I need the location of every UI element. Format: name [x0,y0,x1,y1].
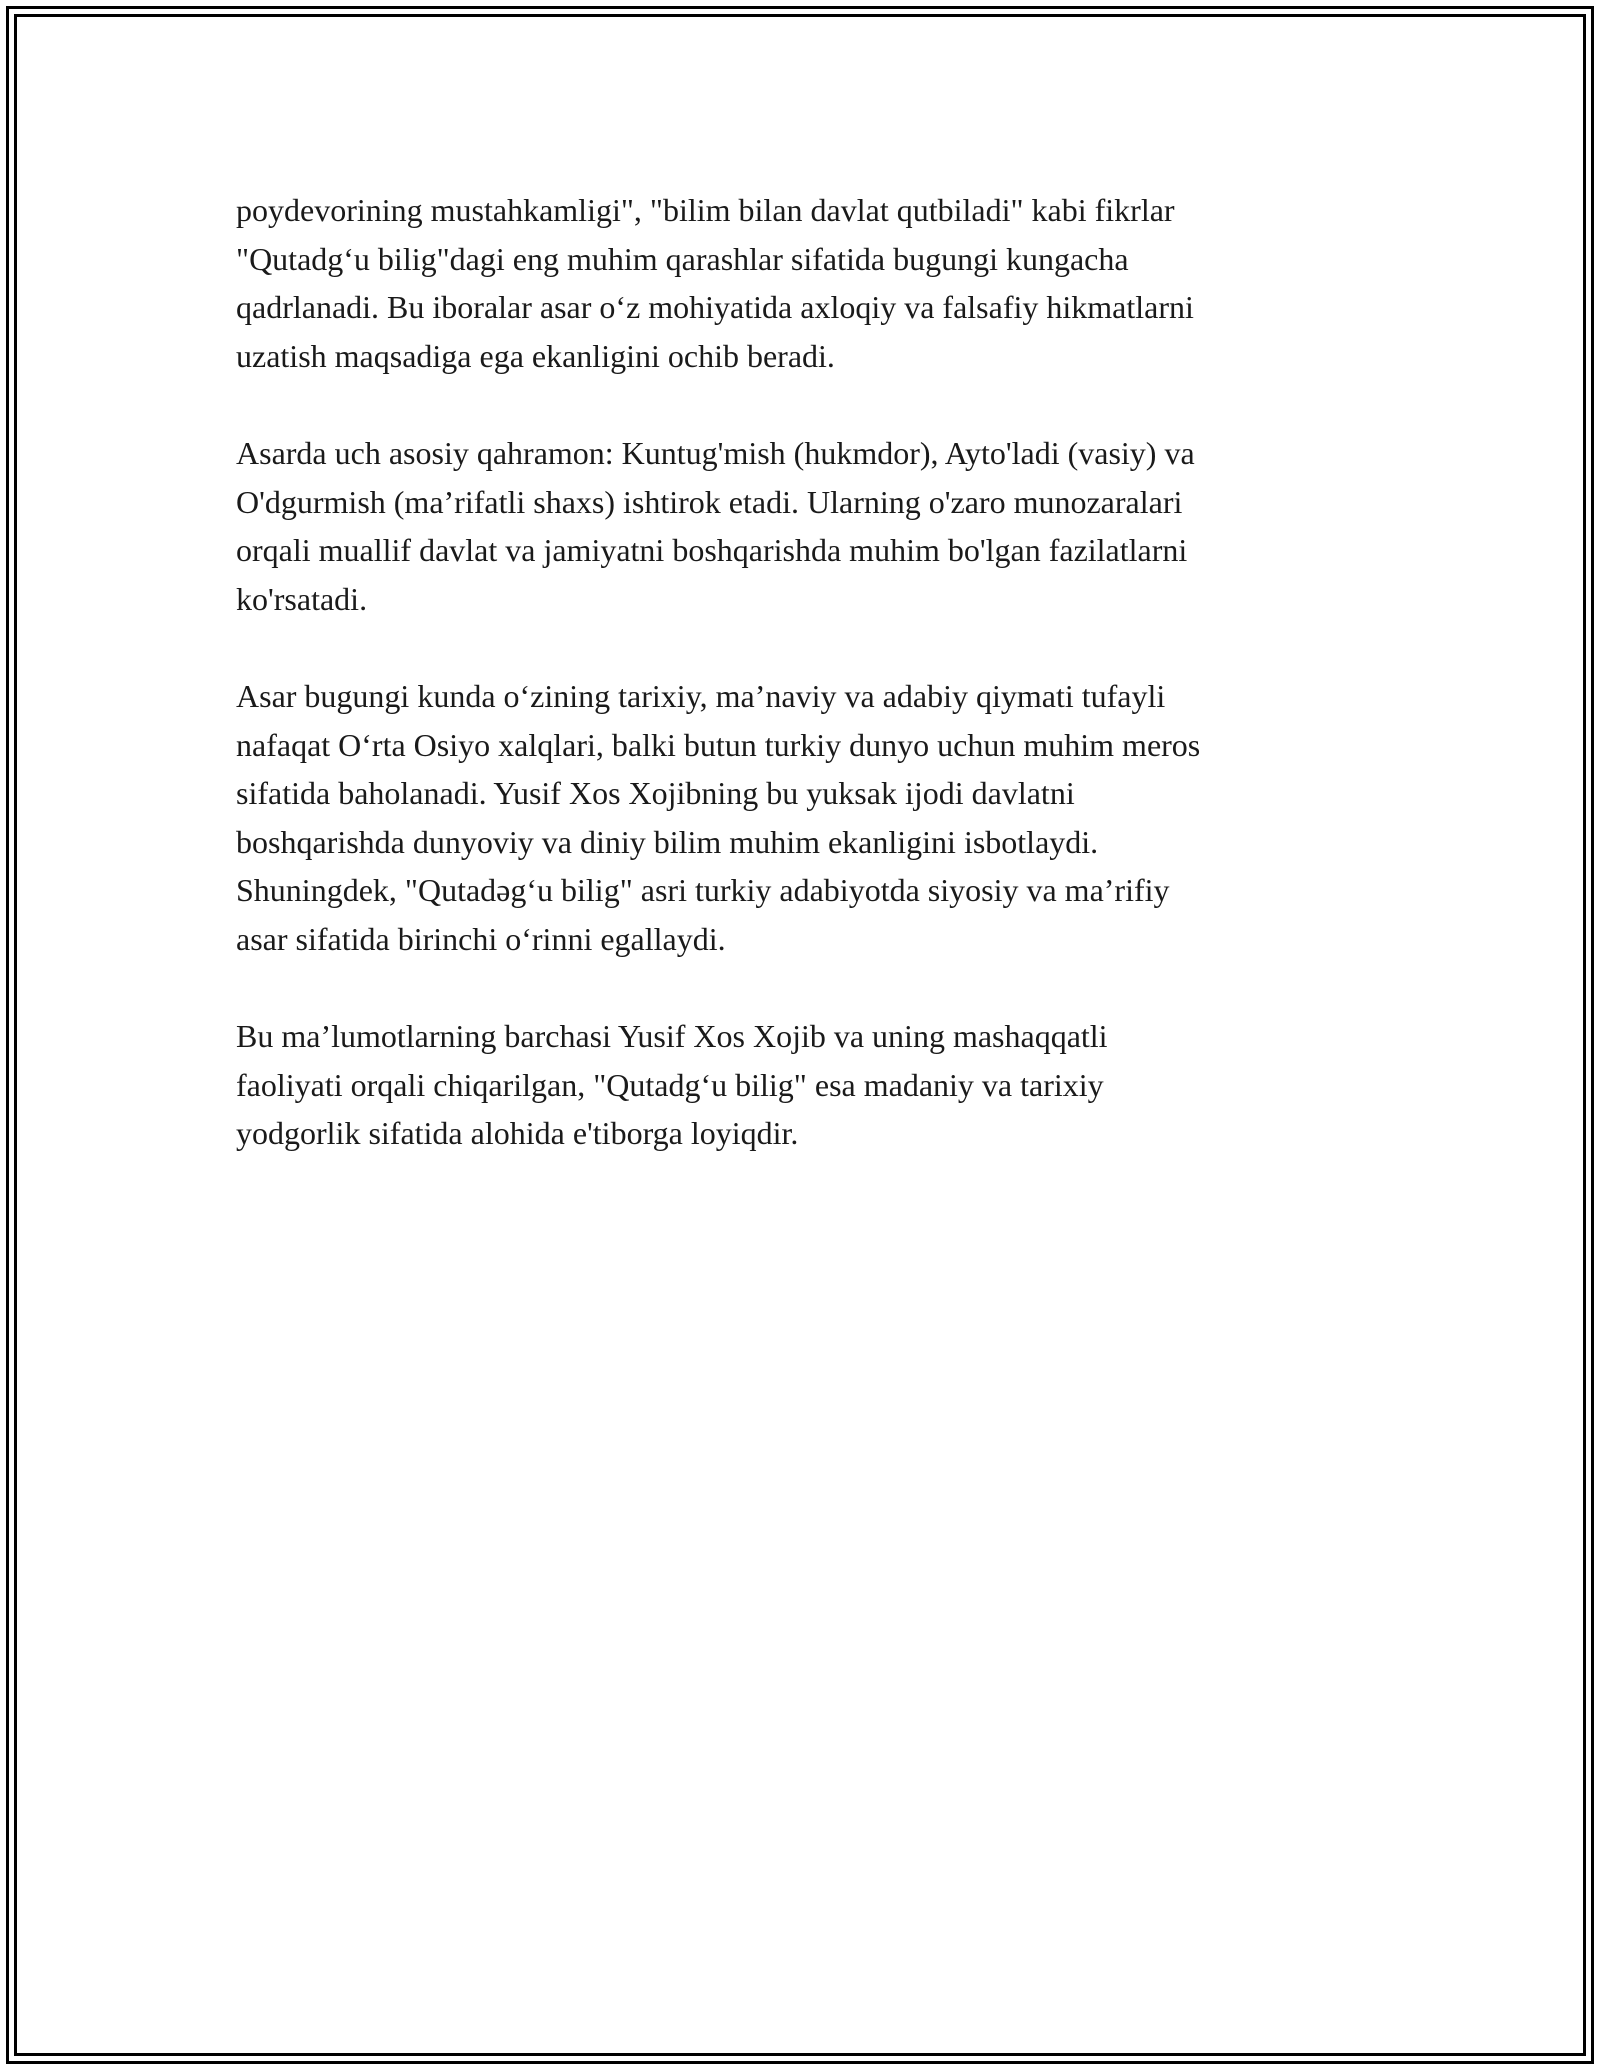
text-line: faoliyati orqali chiqarilgan, "Qutadg‘u bilig" esa madaniy va tarixiy [236,1066,1104,1103]
text-line: uzatish maqsadiga ega ekanligini ochib beradi. [236,337,835,374]
text-line: "Qutadg‘u bilig"dagi eng muhim qarashlar sifatida bugungi kungacha [236,240,1129,277]
text-line: qadrlanadi. Bu iboralar asar o‘z mohiyatida axloqiy va falsafiy hikmatlarni [236,289,1194,326]
text-line: orqali muallif davlat va jamiyatni boshqarishda muhim bo'lgan fazilatlarni [236,532,1188,569]
text-line: Asar bugungi kunda o‘zining tarixiy, ma’naviy va adabiy qiymati tufayli [236,677,1166,714]
paragraph-4 [236,1012,1366,1158]
text-line: Shuningdek, "Qutadəg‘u bilig" asri turkiy adabiyotda siyosiy va ma’rifiy [236,872,1170,909]
text-line: asar sifatida birinchi o‘rinni egallaydi. [236,920,726,957]
text-line: Asarda uch asosiy qahramon: Kuntug'mish (hukmdor), Ayto'ladi (vasiy) va [236,434,1195,471]
text-line: Bu ma’lumotlarning barchasi Yusif Xos Xojib va uning mashaqqatli [236,1018,1108,1055]
paragraph-2 [236,429,1366,623]
paragraph-1 [236,186,1366,380]
document-body [236,186,1366,1206]
text-line: nafaqat O‘rta Osiyo xalqlari, balki butun turkiy dunyo uchun muhim meros [236,726,1201,763]
text-line: poydevorining mustahkamligi", "bilim bilan davlat qutbiladi" kabi fikrlar [236,192,1175,228]
text-line: O'dgurmish (ma’rifatli shaxs) ishtirok etadi. Ularning o'zaro munozaralari [236,483,1183,520]
paragraph-3 [236,672,1366,964]
text-line: ko'rsatadi. [236,580,368,617]
text-line: yodgorlik sifatida alohida e'tiborga loyiqdir. [236,1115,799,1152]
text-line: boshqarishda dunyoviy va diniy bilim muhim ekanligini isbotlaydi. [236,823,1099,860]
text-line: sifatida baholanadi. Yusif Xos Xojibning bu yuksak ijodi davlatni [236,775,1075,812]
